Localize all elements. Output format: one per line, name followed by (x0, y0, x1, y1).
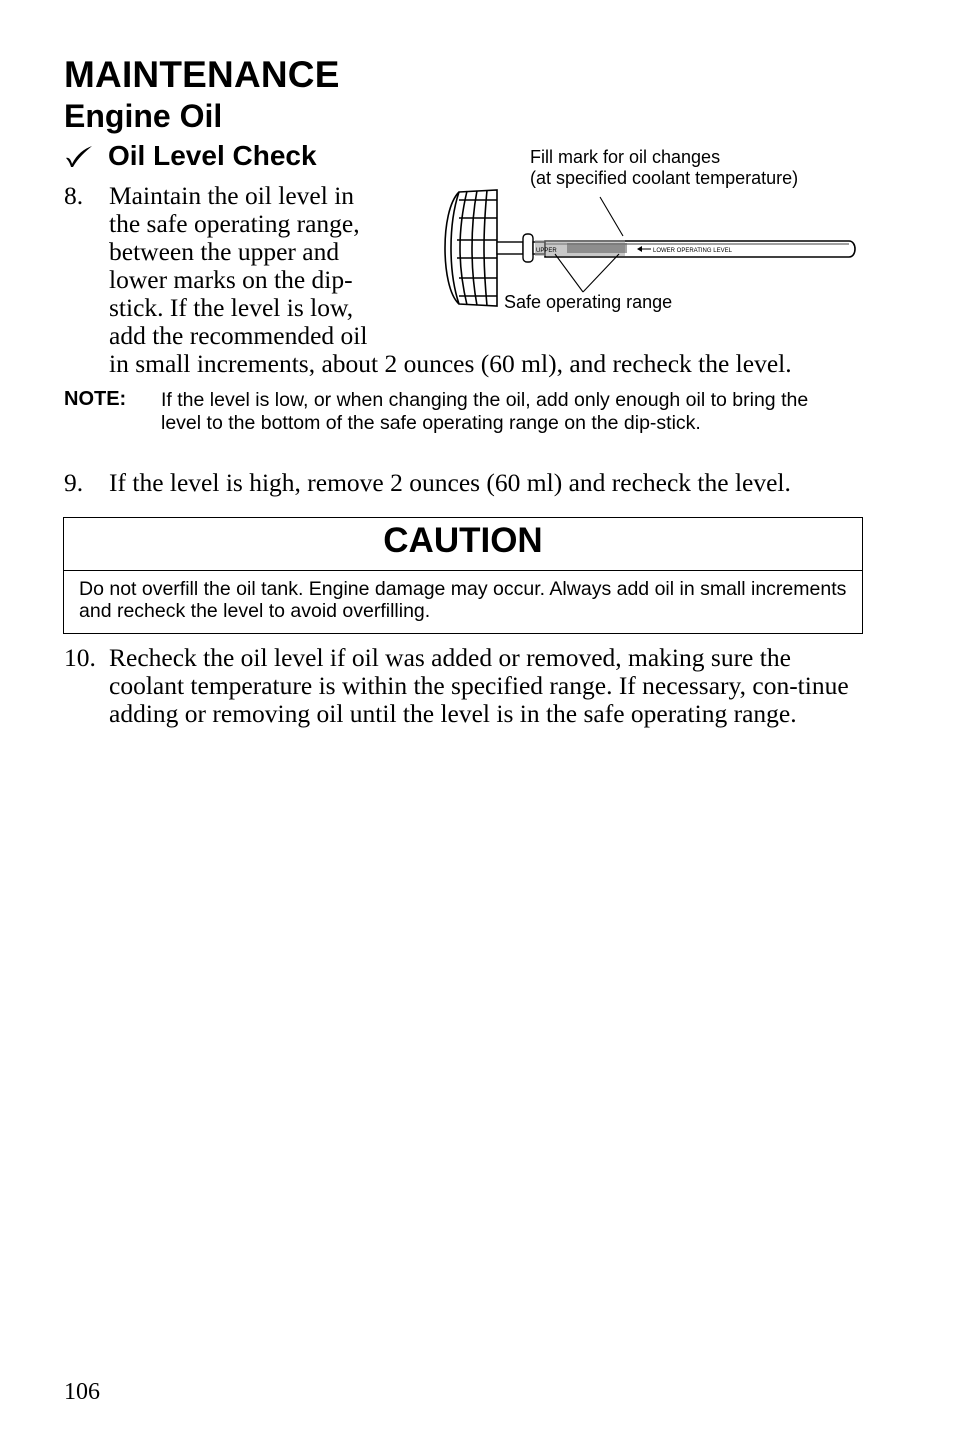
step-text: Recheck the oil level if oil was added or removed, making sure the coolant temperature is within the specified range. If necessary, con-tinue adding or removing oil until the level is in the safe operating range. (109, 643, 849, 728)
caution-text: Do not overfill the oil tank. Engine damage may occur. Always add oil in small increments and recheck the level to avoid overfilling. (79, 578, 847, 622)
dipstick-cap (445, 190, 497, 306)
dipstick-marking-lower: LOWER OPERATING LEVEL (653, 248, 732, 254)
step-line: Maintain the oil level in (109, 181, 355, 210)
step-line: stick. If the level is low, (109, 293, 354, 322)
section-title: MAINTENANCE (64, 54, 340, 95)
topic-heading (64, 140, 317, 172)
fill-mark-caption (530, 147, 798, 189)
note-label: NOTE: (64, 388, 127, 410)
range-caption: Safe operating range (504, 292, 673, 312)
dipstick-marking-upper: UPPER (536, 248, 557, 254)
step-number: 9. (64, 468, 84, 497)
step-line: the safe operating range, (109, 209, 360, 238)
topic-title: Oil Level Check (108, 140, 317, 171)
step-line: between the upper and (109, 237, 340, 266)
step-line: in small increments, about 2 ounces (60 ml), and recheck the level. (109, 349, 792, 378)
step-number: 8. (64, 181, 84, 210)
caution-box (63, 517, 863, 634)
note-text: If the level is low, or when changing the oil, add only enough oil to bring the level to the bottom of the safe operating range on the dip-stick. (161, 389, 809, 434)
step-line: add the recommended oil (109, 321, 368, 350)
step-number: 10. (64, 643, 96, 672)
fill-mark-caption-line: Fill mark for oil changes (530, 147, 721, 167)
step-text: If the level is high, remove 2 ounces (60 ml) and recheck the level. (109, 468, 791, 497)
checkmark-icon (64, 144, 94, 168)
step-line: lower marks on the dip- (109, 265, 353, 294)
caution-title: CAUTION (64, 518, 862, 571)
page-number: 106 (64, 1379, 100, 1405)
subsection-title: Engine Oil (64, 98, 223, 134)
fill-mark-caption-line: (at specified coolant temperature) (530, 168, 799, 188)
